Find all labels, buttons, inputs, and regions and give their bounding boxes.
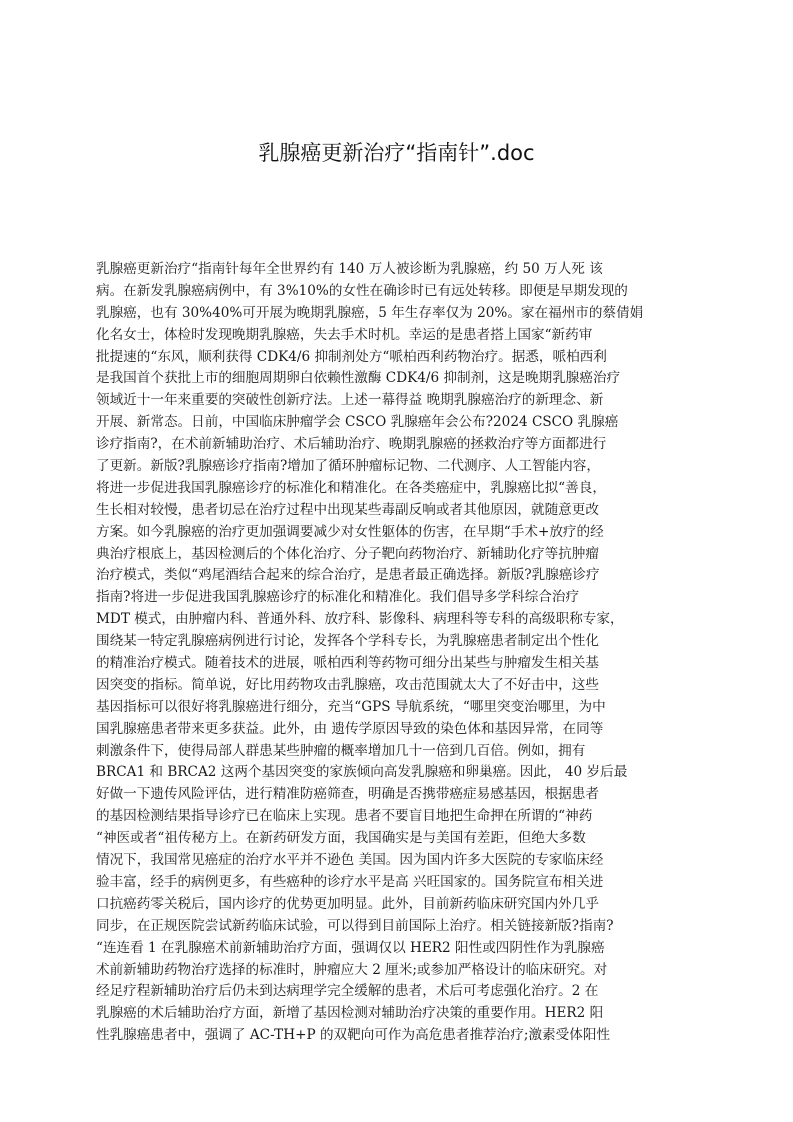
body-text-line: 的基因检测结果指导诊疗已在临床上实现。患者不要盲目地把生命押在所谓的“神药 [96,808,593,825]
body-text-line: 乳腺癌，也有 30%40%可开展为晚期乳腺癌，5 年生存率仅为 20%。家在福州市的蔡倩娟 [96,304,644,321]
body-text-line: “连连看 1 在乳腺癌术前新辅助治疗方面，强调仅以 HER2 阳性或四阴性作为乳腺癌 [96,939,605,956]
body-text-line: “神医或者“祖传秘方上。在新药研发方面，我国确实是与美国有差距，但绝大多数 [96,830,586,847]
body-text-line: 验丰富，经手的病例更多，有些癌种的诊疗水平是高 兴旺国家的。国务院宣布相关进 [96,873,604,890]
body-text-line: 术前新辅助药物治疗选择的标准时，肿瘤应大 2 厘米;或参加严格设计的临床研究。对 [96,961,608,978]
body-text-line: 典治疗根底上，基因检测后的个体化治疗、分子靶向药物治疗、新辅助化疗等抗肿瘤 [96,545,599,562]
body-text-line: 将进一步促进我国乳腺癌诊疗的标准化和精准化。在各类癌症中，乳腺癌比拟“善良， [96,479,606,496]
body-text-line: 批提速的“东风，顺利获得 CDK4/6 抑制剂处方“哌柏西利药物治疗。据悉，哌柏西利 [96,348,607,365]
body-text-line: 的精准治疗模式。随着技术的进展，哌柏西利等药物可细分出某些与肿瘤发生相关基 [96,655,599,672]
body-text-line: 方案。如今乳腺癌的治疗更加强调要减少对女性躯体的伤害，在早期“手术+放疗的经 [96,523,604,540]
body-text-line: 诊疗指南?，在术前新辅助治疗、术后辅助治疗、晚期乳腺癌的拯救治疗等方面都进行 [96,436,607,453]
body-text-line: 乳腺癌更新治疗“指南针每年全世界约有 140 万人被诊断为乳腺癌，约 50 万人死 该 [96,261,603,277]
body-text-line: 指南?将进一步促进我国乳腺癌诊疗的标准化和精准化。我们倡导多学科综合治疗 [96,589,580,606]
body-text-line: 生长相对较慢，患者切忌在治疗过程中出现某些毒副反响或者其他原因，就随意更改 [96,501,599,518]
document-body [96,259,708,1047]
body-text-line: 性乳腺癌患者中，强调了 AC-TH+P 的双靶向可作为高危患者推荐治疗;激素受体阳性 [96,1027,611,1044]
body-text-line: 基因指标可以很好将乳腺癌进行细分，充当“GPS 导航系统，“哪里突变治哪里，为中 [96,698,606,715]
body-text-line: 国乳腺癌患者带来更多获益。此外，由 遗传学原因导致的染色体和基因异常，在同等 [96,720,604,737]
body-text-line: 口抗癌药零关税后，国内诊疗的优势更加明显。此外，目前新药临床研究国内外几乎 [96,895,599,912]
body-text-line: 了更新。新版?乳腺癌诊疗指南?增加了循环肿瘤标记物、二代测序、人工智能内容， [96,458,600,475]
body-text-line: 经足疗程新辅助治疗后仍未到达病理学完全缓解的患者，术后可考虑强化治疗。2 在 [96,983,599,1000]
body-text-line: 治疗模式，类似“鸡尾酒结合起来的综合治疗，是患者最正确选择。新版?乳腺癌诊疗 [96,567,600,584]
body-text-line: 围绕某一特定乳腺癌病例进行讨论，发挥各个学科专长，为乳腺癌患者制定出个性化 [96,633,599,650]
body-text-line: 因突变的指标。简单说，好比用药物攻击乳腺癌，攻击范围就太大了不好击中，这些 [96,676,599,693]
document-title: 乳腺癌更新治疗“指南针”.doc [258,141,535,165]
body-text-line: 情况下，我国常见癌症的治疗水平并不逊色 美国。因为国内许多大医院的专家临床经 [96,852,604,869]
body-text-line: 化名女士，体检时发现晚期乳腺癌，失去手术时机。幸运的是患者搭上国家“新药审 [96,326,593,343]
body-text-line: 乳腺癌的术后辅助治疗方面，新增了基因检测对辅助治疗决策的重要作用。HER2 阳 [96,1005,604,1022]
body-text-line: 领域近十一年来重要的突破性创新疗法。上述一幕得益 晚期乳腺癌治疗的新理念、新 [96,392,604,409]
body-text-line: 病。在新发乳腺癌病例中，有 3%10%的女性在确诊时已有远处转移。即便是早期发现的 [96,282,628,299]
body-text-line: 是我国首个获批上市的细胞周期卵白依赖性激酶 CDK4/6 抑制剂，这是晚期乳腺癌治疗 [96,370,621,387]
body-text-line: 开展、新常态。日前，中国临床肿瘤学会 CSCO 乳腺癌年会公布?2024 CSCO 乳腺癌 [96,414,619,431]
body-text-line: 好做一下遗传风险评估，进行精准防癌筛查，明确是否携带癌症易感基因，根据患者 [96,786,599,803]
body-text-line: MDT 模式，由肿瘤内科、普通外科、放疗科、影像科、病理科等专科的高级职称专家， [96,611,624,628]
body-text-line: BRCA1 和 BRCA2 这两个基因突变的家族倾向高发乳腺癌和卵巢癌。因此， 40 岁后最 [96,764,628,781]
body-text-line: 刺激条件下，使得局部人群患某些肿瘤的概率增加几十一倍到几百倍。例如，拥有 [96,742,586,759]
body-text-line: 同步，在正规医院尝试新药临床试验，可以得到目前国际上治疗。相关链接新版?指南? [96,917,614,934]
